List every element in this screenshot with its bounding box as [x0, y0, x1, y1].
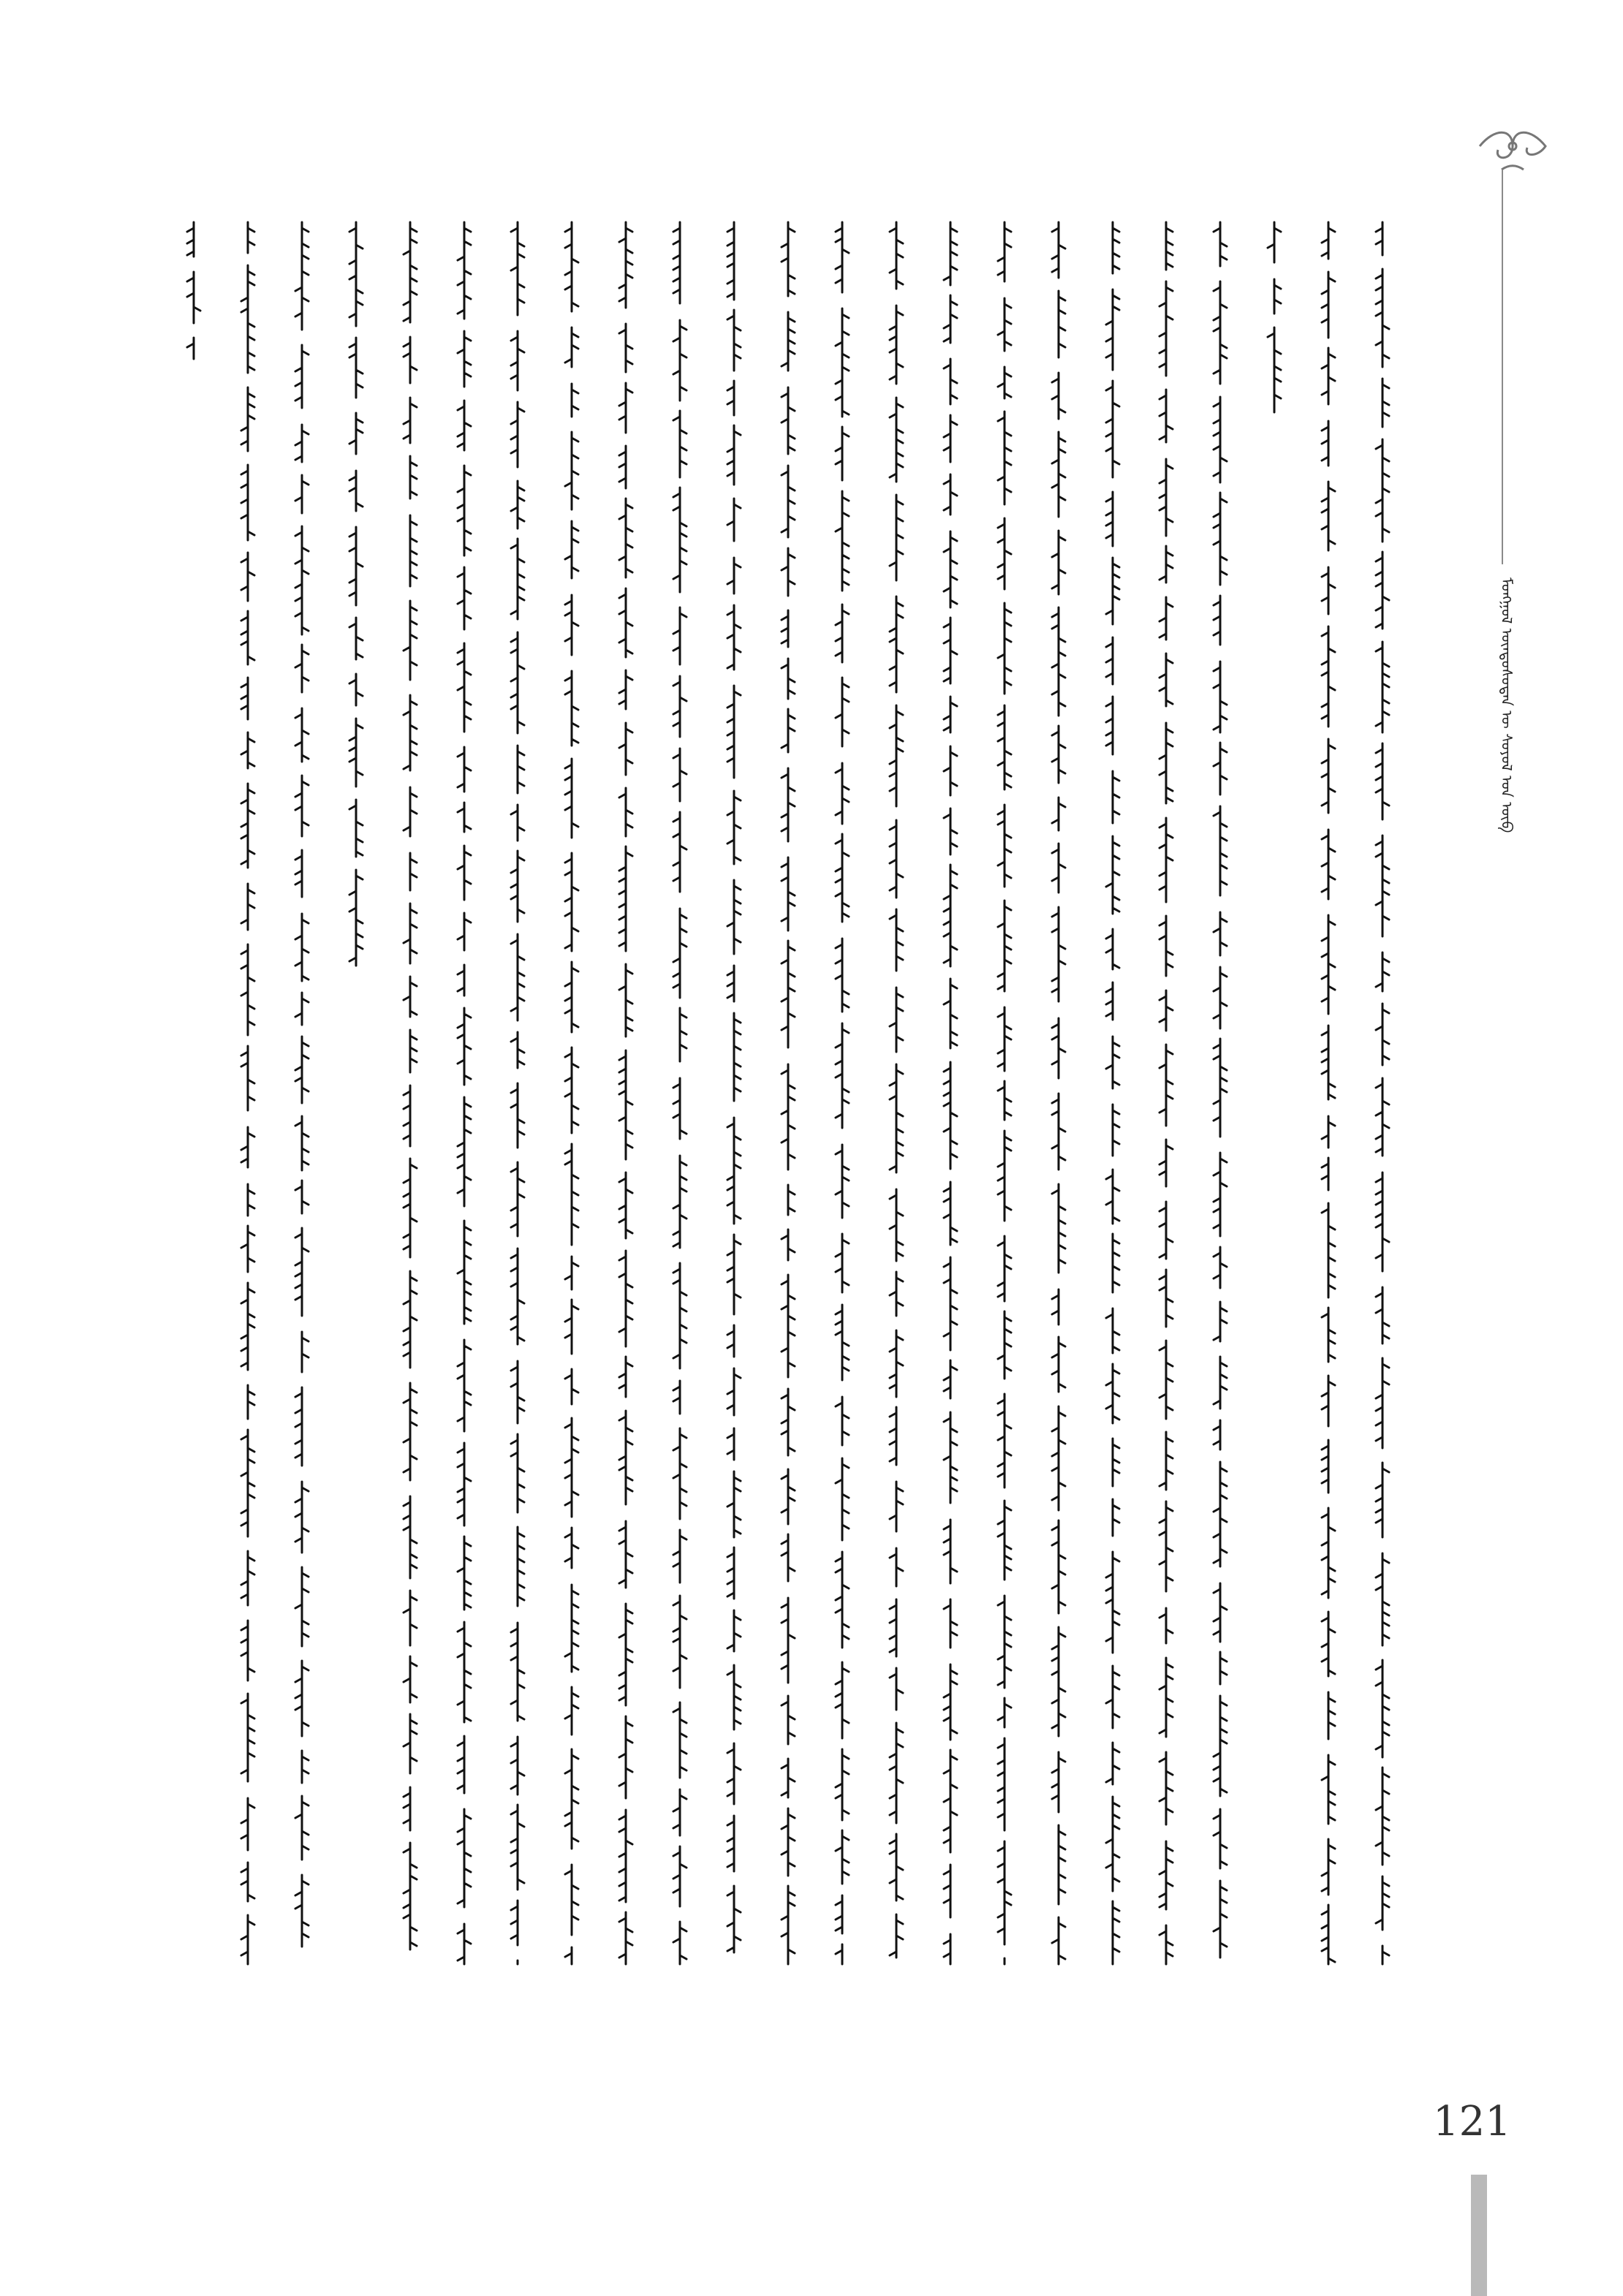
script-glyph-stroke — [1317, 219, 1339, 1967]
script-glyph-stroke — [939, 219, 961, 1967]
text-column — [615, 219, 637, 2003]
page-number: 121 — [1433, 2098, 1511, 2145]
script-glyph-stroke — [291, 219, 313, 1950]
text-column — [1317, 219, 1339, 2003]
text-column — [1155, 219, 1177, 2003]
script-glyph-stroke — [615, 219, 637, 1967]
script-glyph-stroke — [1372, 219, 1393, 1967]
body-text — [183, 219, 1426, 2003]
script-glyph-stroke — [345, 219, 367, 969]
script-glyph-stroke — [885, 219, 907, 1967]
running-header: ᠮᠣᠩᠭᠣᠯ ᠦᠨᠳᠦᠰᠦᠲᠡᠨ ᠦ ᠰᠣᠶᠣᠯ ᠤᠨ ᠦᠪ — [1498, 577, 1516, 833]
script-glyph-stroke — [1155, 219, 1177, 1967]
script-glyph-stroke — [507, 219, 529, 1967]
script-glyph-stroke — [453, 219, 475, 1967]
script-glyph-stroke — [183, 219, 205, 362]
script-glyph-stroke — [1263, 219, 1285, 415]
text-column — [1263, 219, 1285, 2003]
text-column — [183, 219, 205, 2003]
script-glyph-stroke — [723, 219, 745, 1967]
text-column — [1209, 219, 1231, 2003]
text-column — [831, 219, 853, 2003]
text-column — [1372, 219, 1393, 2003]
text-column — [237, 219, 259, 2003]
text-column — [939, 219, 961, 2003]
text-column — [777, 219, 799, 2003]
script-glyph-stroke — [669, 219, 691, 1967]
text-column — [399, 219, 421, 2003]
script-glyph-stroke — [237, 219, 259, 1967]
text-column — [885, 219, 907, 2003]
script-glyph-stroke — [561, 219, 583, 1967]
page-edge-tab — [1471, 2175, 1487, 2296]
text-column — [994, 219, 1015, 2003]
text-column — [1102, 219, 1124, 2003]
text-column — [669, 219, 691, 2003]
script-glyph-stroke — [1102, 219, 1124, 1967]
text-column — [291, 219, 313, 2003]
script-glyph-stroke — [399, 219, 421, 1967]
text-column-content — [1263, 219, 1285, 2003]
ornament-icon — [1472, 124, 1553, 197]
script-glyph-stroke — [1048, 219, 1070, 1967]
text-column-content — [183, 219, 205, 2003]
text-column — [345, 219, 367, 2003]
script-glyph-stroke — [1209, 219, 1231, 1967]
script-glyph-stroke — [831, 219, 853, 1967]
text-column — [723, 219, 745, 2003]
text-column — [453, 219, 475, 2003]
script-glyph-stroke — [777, 219, 799, 1967]
script-glyph-stroke — [994, 219, 1015, 1967]
text-column — [507, 219, 529, 2003]
header-rule — [1502, 170, 1503, 564]
text-column — [561, 219, 583, 2003]
text-column — [1048, 219, 1070, 2003]
